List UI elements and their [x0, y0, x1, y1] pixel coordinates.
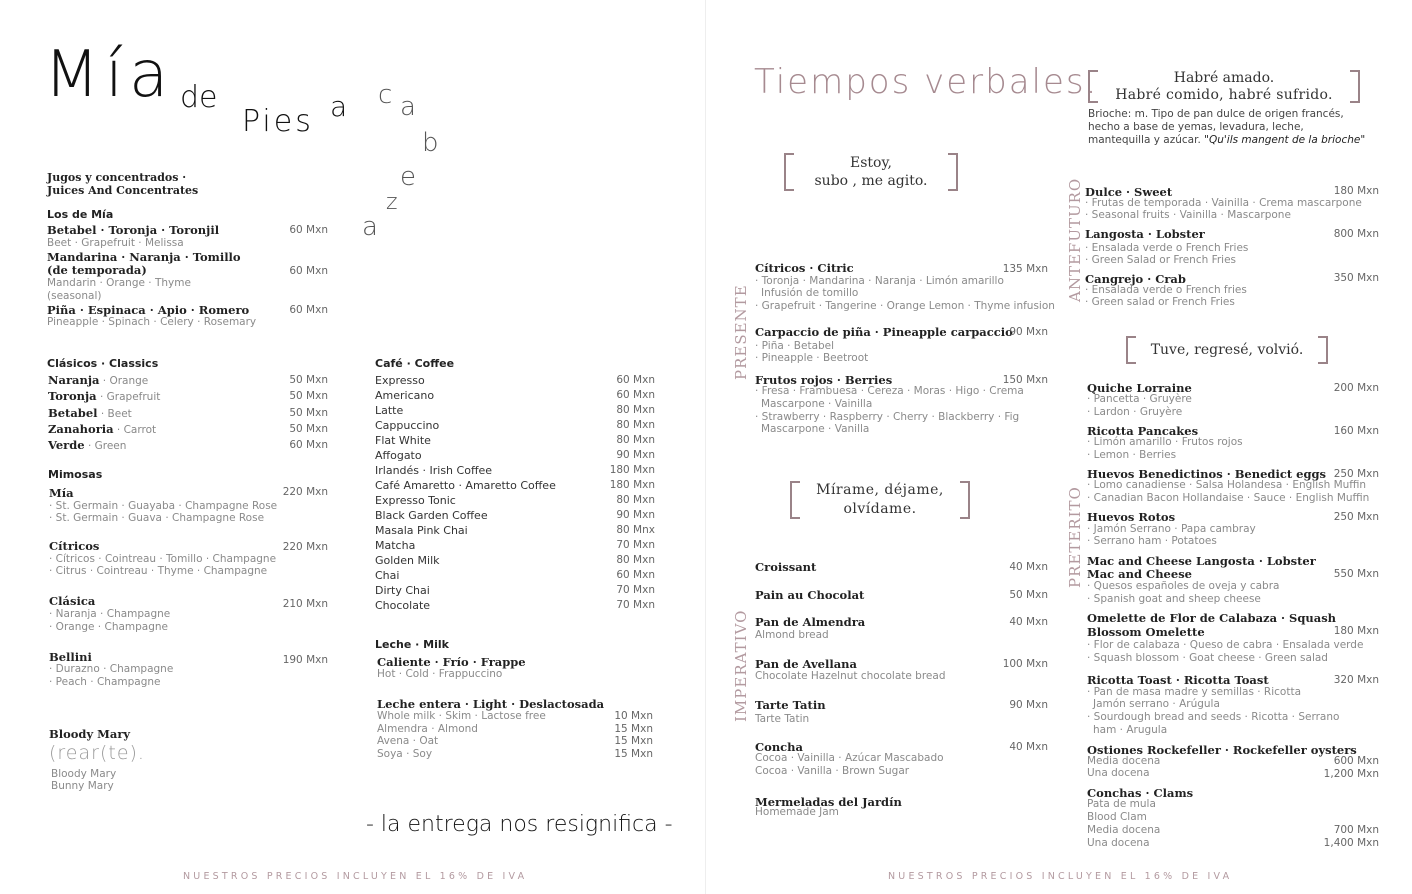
coffee-item-name: Matcha: [375, 539, 416, 552]
box-mirame-l2: olvídame.: [843, 501, 917, 517]
coffee-item: [375, 583, 655, 598]
presente-3-price: 150 Mxn: [1002, 374, 1048, 386]
classic-item-3-name: Betabel: [48, 406, 98, 420]
mimosa-item-1-l1: · St. Germain · Guayaba · Champagne Rose: [49, 500, 278, 512]
classic-item-4-en: · Carrot: [113, 424, 157, 436]
coffee-item-price: 90 Mxn: [616, 449, 655, 461]
mimosa-item-4-name: Bellini: [49, 650, 92, 664]
imperativo-6-name: Concha: [755, 740, 803, 754]
juice-item-3-name: Piña · Espinaca · Apio · Romero: [47, 303, 250, 317]
imperativo-2-price: 50 Mxn: [1009, 589, 1048, 601]
preterito-1-l2: · Lardon · Gruyère: [1087, 406, 1183, 418]
preterito-3-price: 250 Mxn: [1333, 468, 1379, 480]
coffee-item-name: Black Garden Coffee: [375, 509, 488, 522]
box-tuve: [1126, 336, 1328, 364]
title-cabeza-3: b: [422, 128, 439, 158]
classic-item-3: [48, 407, 132, 421]
classic-item-5-name: Verde: [48, 438, 85, 452]
juice-item-1-price: 60 Mxn: [289, 224, 328, 236]
mimosa-item-4-l2: · Peach · Champagne: [49, 676, 161, 688]
presente-2-name: Carpaccio de piña · Pineapple carpaccio: [755, 325, 1013, 339]
classics-heading: Clásicos · Classics: [47, 357, 159, 370]
label-preterito: PRETERITO: [1066, 486, 1084, 588]
juices-heading-1: Jugos y concentrados ·: [47, 171, 187, 184]
right-footer: NUESTROS PRECIOS INCLUYEN EL 16% DE IVA: [888, 871, 1233, 882]
juice-item-2-name: Mandarina · Naranja · Tomillo: [47, 250, 241, 264]
presente-1-l3: · Grapefruit · Tangerine · Orange Lemon · Thyme infusion: [755, 300, 1055, 312]
classic-item-2: [48, 390, 160, 404]
presente-1-l1: · Toronja · Mandarina · Naranja · Limón amarillo: [755, 275, 1004, 287]
coffee-item: [375, 478, 655, 493]
antefuturo-1-price: 180 Mxn: [1333, 185, 1379, 197]
preterito-1-l1: · Pancetta · Gruyère: [1087, 393, 1192, 405]
coffee-heading: Café · Coffee: [375, 357, 455, 370]
mimosa-item-1-price: 220 Mxn: [282, 486, 328, 498]
preterito-4-l2: · Serrano ham · Potatoes: [1087, 535, 1217, 547]
imperativo-6-sub: Cocoa · Vainilla · Azúcar Mascabado: [755, 752, 944, 764]
juice-item-3-sub: Pineapple · Spinach · Celery · Rosemary: [47, 316, 257, 328]
bloody-mary-name: Bloody Mary: [49, 727, 131, 741]
preterito-9-l4: Una docena: [1087, 837, 1150, 849]
milk-item-price: 15 Mxn: [614, 735, 653, 748]
title-pies: Pies: [242, 104, 314, 139]
left-footer: NUESTROS PRECIOS INCLUYEN EL 16% DE IVA: [183, 871, 528, 882]
bloody-mary-l1: Bloody Mary: [51, 768, 117, 780]
preterito-9-l3: Media docena: [1087, 824, 1161, 836]
brioche-l3: mantequilla y azúcar.: [1088, 134, 1201, 146]
coffee-item-price: 70 Mxn: [616, 539, 655, 551]
classic-item-2-price: 50 Mxn: [289, 390, 328, 402]
coffee-item: [375, 568, 655, 583]
title-a: a: [330, 90, 348, 123]
coffee-item-price: 80 Mxn: [616, 494, 655, 506]
coffee-item: [375, 448, 655, 463]
juice-item-2-sub: Mandarin · Orange · Thyme: [47, 277, 191, 289]
box-habre-l1: Habré amado.: [1173, 70, 1275, 86]
preterito-9-l2: Blood Clam: [1087, 811, 1147, 823]
imperativo-1-name: Croissant: [755, 560, 817, 574]
bloody-mary-script: (rear(te).: [49, 742, 145, 764]
imperativo-3-sub: Almond bread: [755, 629, 829, 641]
presente-2-l1: · Piña · Betabel: [755, 340, 835, 352]
mimosa-item-1-name: Mía: [49, 486, 74, 500]
title-cabeza-6: a: [362, 212, 378, 242]
brioche-text: [1088, 108, 1388, 147]
preterito-5-price: 550 Mxn: [1333, 568, 1379, 580]
milk-item-name: Avena · Oat: [377, 735, 439, 748]
preterito-6-price: 180 Mxn: [1333, 625, 1379, 637]
presente-1-l2: Infusión de tomillo: [761, 287, 859, 299]
classic-item-5-price: 60 Mxn: [289, 439, 328, 451]
preterito-6-name2: Blossom Omelette: [1087, 625, 1205, 639]
coffee-item-price: 80 Mxn: [616, 404, 655, 416]
mimosa-item-2-price: 220 Mxn: [282, 541, 328, 553]
coffee-item-price: 180 Mxn: [609, 464, 655, 476]
classic-item-4-price: 50 Mxn: [289, 423, 328, 435]
coffee-item-price: 70 Mxn: [616, 599, 655, 611]
milk-item: [377, 710, 653, 723]
preterito-2-price: 160 Mxn: [1333, 425, 1379, 437]
coffee-item-name: Flat White: [375, 434, 431, 447]
label-imperativo: IMPERATIVO: [732, 609, 750, 722]
coffee-item-price: 80 Mxn: [616, 434, 655, 446]
presente-3-l4: Mascarpone · Vanilla: [761, 423, 870, 435]
coffee-item-price: 70 Mxn: [616, 584, 655, 596]
coffee-item: [375, 418, 655, 433]
preterito-7-l1: · Pan de masa madre y semillas · Ricotta: [1087, 686, 1301, 698]
box-habre-l2: Habré comido, habré sufrido.: [1115, 87, 1333, 103]
juice-item-3-price: 60 Mxn: [289, 304, 328, 316]
preterito-7-name: Ricotta Toast · Ricotta Toast: [1087, 673, 1269, 687]
coffee-item-name: Expresso: [375, 374, 425, 387]
preterito-3-l1: · Lomo canadiense · Salsa Holandesa · English Muffin: [1087, 479, 1367, 491]
milk-item-name: Almendra · Almond: [377, 722, 478, 735]
imperativo-5-name: Tarte Tatin: [755, 698, 826, 712]
coffee-item-name: Masala Pink Chai: [375, 524, 468, 537]
coffee-item-name: Cappuccino: [375, 419, 440, 432]
milk-item-price: 10 Mxn: [614, 710, 653, 722]
classic-item-2-en: · Grapefruit: [96, 391, 161, 403]
classic-item-5-en: · Green: [84, 440, 127, 452]
coffee-item: [375, 463, 655, 478]
imperativo-5-sub: Tarte Tatin: [755, 713, 810, 725]
preterito-9-l1: Pata de mula: [1087, 798, 1156, 810]
box-estoy: [784, 153, 958, 191]
classic-item-3-price: 50 Mxn: [289, 407, 328, 419]
classic-item-4: [48, 423, 156, 437]
tiempos-title: Tiempos verbales.: [754, 62, 1099, 102]
milk-item: [377, 748, 653, 761]
milk-heading: Leche · Milk: [375, 638, 449, 651]
preterito-5-l1: · Quesos españoles de oveja y cabra: [1087, 580, 1280, 592]
antefuturo-1-name: Dulce · Sweet: [1085, 185, 1173, 199]
milk-item-name: Soya · Soy: [377, 748, 433, 761]
preterito-9-price2: 1,400 Mxn: [1323, 837, 1379, 849]
classic-item-2-name: Toronja: [48, 389, 97, 403]
imperativo-3-price: 40 Mxn: [1009, 616, 1048, 628]
preterito-1-name: Quiche Lorraine: [1087, 381, 1192, 395]
milk-line1-sub: Hot · Cold · Frappuccino: [377, 668, 503, 680]
milk-line1: Caliente · Frío · Frappe: [377, 655, 526, 669]
classic-item-1: [48, 374, 148, 388]
coffee-item: [375, 523, 655, 538]
brioche-l3-row: [1088, 134, 1388, 147]
preterito-4-name: Huevos Rotos: [1087, 510, 1176, 524]
title-cabeza-5: z: [386, 190, 398, 215]
classic-item-1-en: · Orange: [99, 375, 149, 387]
coffee-item-price: 80 Mnx: [616, 524, 655, 536]
milk-line2: Leche entera · Light · Deslactosada: [377, 697, 605, 711]
coffee-item: [375, 553, 655, 568]
preterito-9-name: Conchas · Clams: [1087, 786, 1194, 800]
mimosas-heading: Mimosas: [48, 468, 103, 481]
presente-3-l3: · Strawberry · Raspberry · Cherry · Blackberry · Fig: [755, 411, 1020, 423]
imperativo-4-name: Pan de Avellana: [755, 657, 857, 671]
classic-item-3-en: · Beet: [97, 408, 132, 420]
left-page: [0, 0, 705, 894]
coffee-item-name: Latte: [375, 404, 404, 417]
box-estoy-l2: subo , me agito.: [814, 173, 928, 189]
preterito-7-l2: Jamón serrano · Arúgula: [1093, 698, 1220, 710]
presente-3-name: Frutos rojos · Berries: [755, 373, 893, 387]
milk-list: [377, 710, 653, 761]
preterito-9-price: 700 Mxn: [1333, 824, 1379, 836]
mimosa-item-2-l1: · Cítricos · Cointreau · Tomillo · Champagne: [49, 553, 277, 565]
milk-item-name: Whole milk · Skim · Lactose free: [377, 710, 546, 722]
label-antefuturo: ANTEFUTURO: [1066, 177, 1084, 302]
box-estoy-l1: Estoy,: [850, 155, 892, 171]
coffee-item-name: Affogato: [375, 449, 422, 462]
title-cabeza-1: c: [378, 80, 393, 110]
coffee-item-price: 60 Mxn: [616, 374, 655, 386]
coffee-item-price: 90 Mxn: [616, 509, 655, 521]
tagline: - la entrega nos resignifica -: [366, 812, 673, 837]
antefuturo-2-l2: · Green Salad or French Fries: [1085, 254, 1237, 266]
antefuturo-2-name: Langosta · Lobster: [1085, 227, 1205, 241]
brioche-l1: Brioche: m. Tipo de pan dulce de origen francés,: [1088, 108, 1344, 120]
juices-group: Los de Mía: [47, 208, 114, 221]
preterito-2-l1: · Limón amarillo · Frutos rojos: [1087, 436, 1243, 448]
bloody-mary-l2: Bunny Mary: [51, 780, 114, 792]
preterito-8-price: 600 Mxn: [1333, 755, 1379, 767]
preterito-6-name: Omelette de Flor de Calabaza · Squash: [1087, 611, 1337, 625]
coffee-item-name: Americano: [375, 389, 435, 402]
milk-item-price: 15 Mxn: [614, 722, 653, 735]
mimosa-item-3-l1: · Naranja · Champagne: [49, 608, 171, 620]
coffee-item-name: Irlandés · Irish Coffee: [375, 464, 493, 477]
preterito-7-l3: · Sourdough bread and seeds · Ricotta · Serrano: [1087, 711, 1340, 723]
coffee-item: [375, 373, 655, 388]
imperativo-6-sub2: Cocoa · Vanilla · Brown Sugar: [755, 765, 910, 777]
imperativo-4-sub: Chocolate Hazelnut chocolate bread: [755, 670, 946, 682]
imperativo-5-price: 90 Mxn: [1009, 699, 1048, 711]
coffee-item-price: 80 Mxn: [616, 419, 655, 431]
coffee-item: [375, 403, 655, 418]
box-mirame-l1: Mírame, déjame,: [816, 482, 944, 498]
mimosa-item-2-l2: · Citrus · Cointreau · Thyme · Champagne: [49, 565, 268, 577]
preterito-3-name: Huevos Benedictinos · Benedict eggs: [1087, 467, 1327, 481]
coffee-item-price: 180 Mxn: [609, 479, 655, 491]
preterito-5-name: Mac and Cheese Langosta · Lobster: [1087, 554, 1316, 568]
box-habre: [1088, 70, 1360, 103]
juice-item-1-name: Betabel · Toronja · Toronjil: [47, 223, 220, 237]
mimosa-item-3-l2: · Orange · Champagne: [49, 621, 169, 633]
antefuturo-2-price: 800 Mxn: [1333, 228, 1379, 240]
preterito-8-price2: 1,200 Mxn: [1323, 768, 1379, 780]
imperativo-4-price: 100 Mxn: [1002, 658, 1048, 670]
title-cabeza-2: a: [400, 92, 416, 122]
presente-2-l2: · Pineapple · Beetroot: [755, 352, 869, 364]
mimosa-item-4-l1: · Durazno · Champagne: [49, 663, 174, 675]
right-page: [706, 0, 1412, 894]
presente-3-l2: Mascarpone · Vainilla: [761, 398, 873, 410]
classic-item-1-price: 50 Mxn: [289, 374, 328, 386]
title-mia: Mía: [44, 38, 175, 112]
juice-item-1-sub: Beet · Grapefruit · Melissa: [47, 237, 184, 249]
juice-item-2-name2: (de temporada): [47, 263, 147, 277]
coffee-item-name: Expresso Tonic: [375, 494, 456, 507]
classic-item-1-name: Naranja: [48, 373, 100, 387]
imperativo-2-name: Pain au Chocolat: [755, 588, 865, 602]
antefuturo-1-l1: · Frutas de temporada · Vainilla · Crema mascarpone: [1085, 197, 1362, 209]
box-tuve-l1: Tuve, regresé, volvió.: [1150, 342, 1304, 358]
box-mirame: [790, 481, 970, 519]
title-de: de: [180, 80, 218, 115]
antefuturo-2-l1: · Ensalada verde o French Fries: [1085, 242, 1249, 254]
preterito-8-name: Ostiones Rockefeller · Rockefeller oysters: [1087, 743, 1357, 757]
coffee-item: [375, 538, 655, 553]
mimosa-item-4-price: 190 Mxn: [282, 654, 328, 666]
antefuturo-3-price: 350 Mxn: [1333, 272, 1379, 284]
mimosa-item-2-name: Cítricos: [49, 539, 100, 553]
imperativo-7-sub: Homemade Jam: [755, 806, 839, 818]
coffee-item: [375, 388, 655, 403]
coffee-item-price: 80 Mxn: [616, 554, 655, 566]
imperativo-1-price: 40 Mxn: [1009, 561, 1048, 573]
preterito-6-l2: · Squash blossom · Goat cheese · Green salad: [1087, 652, 1328, 664]
preterito-7-price: 320 Mxn: [1333, 674, 1379, 686]
juice-item-2-price: 60 Mxn: [289, 265, 328, 277]
coffee-item-name: Dirty Chai: [375, 584, 430, 597]
coffee-item: [375, 508, 655, 523]
presente-1-name: Cítricos · Citric: [755, 261, 854, 275]
antefuturo-3-l1: · Ensalada verde o French fries: [1085, 284, 1247, 296]
coffee-item-price: 60 Mxn: [616, 569, 655, 581]
presente-2-price: 90 Mxn: [1009, 326, 1048, 338]
juice-item-2-sub2: (seasonal): [47, 290, 102, 302]
preterito-8-l2: Una docena: [1087, 767, 1150, 779]
imperativo-7-name: Mermeladas del Jardín: [755, 795, 902, 809]
antefuturo-3-l2: · Green salad or French Fries: [1085, 296, 1235, 308]
classic-item-4-name: Zanahoria: [48, 422, 114, 436]
juices-heading-2: Juices And Concentrates: [47, 184, 199, 197]
coffee-item: [375, 433, 655, 448]
imperativo-3-name: Pan de Almendra: [755, 615, 866, 629]
coffee-item-name: Golden Milk: [375, 554, 440, 567]
brioche-l2: hecho a base de yemas, levadura, leche,: [1088, 121, 1304, 133]
mimosa-item-3-name: Clásica: [49, 594, 96, 608]
coffee-list: [375, 373, 655, 613]
coffee-item: [375, 493, 655, 508]
presente-1-price: 135 Mxn: [1002, 263, 1048, 275]
title-cabeza-4: e: [400, 162, 416, 192]
mimosa-item-3-price: 210 Mxn: [282, 598, 328, 610]
milk-item: [377, 735, 653, 748]
preterito-2-l2: · Lemon · Berries: [1087, 449, 1177, 461]
preterito-5-l2: · Spanish goat and sheep cheese: [1087, 593, 1261, 605]
antefuturo-1-l2: · Seasonal fruits · Vainilla · Mascarpone: [1085, 209, 1291, 221]
preterito-5-name2: Mac and Cheese: [1087, 567, 1192, 581]
preterito-3-l2: · Canadian Bacon Hollandaise · Sauce · English Muffin: [1087, 492, 1370, 504]
imperativo-6-price: 40 Mxn: [1009, 741, 1048, 753]
mimosa-item-1-l2: · St. Germain · Guava · Champagne Rose: [49, 512, 265, 524]
preterito-4-l1: · Jamón Serrano · Papa cambray: [1087, 523, 1256, 535]
antefuturo-3-name: Cangrejo · Crab: [1085, 272, 1186, 286]
classic-item-5: [48, 439, 126, 453]
label-presente: PRESENTE: [732, 284, 750, 380]
milk-item: [377, 723, 653, 736]
preterito-1-price: 200 Mxn: [1333, 382, 1379, 394]
preterito-8-l1: Media docena: [1087, 755, 1161, 767]
preterito-4-price: 250 Mxn: [1333, 511, 1379, 523]
brioche-quote: "Qu'ils mangent de la brioche": [1204, 134, 1366, 146]
coffee-item: [375, 598, 655, 613]
coffee-item-name: Café Amaretto · Amaretto Coffee: [375, 479, 556, 492]
presente-3-l1: · Fresa · Frambuesa · Cereza · Moras · Higo · Crema: [755, 385, 1024, 397]
coffee-item-name: Chai: [375, 569, 400, 582]
coffee-item-name: Chocolate: [375, 599, 431, 612]
preterito-7-l4: ham · Arugula: [1093, 724, 1168, 736]
preterito-2-name: Ricotta Pancakes: [1087, 424, 1199, 438]
coffee-item-price: 60 Mxn: [616, 389, 655, 401]
milk-item-price: 15 Mxn: [614, 748, 653, 761]
preterito-6-l1: · Flor de calabaza · Queso de cabra · Ensalada verde: [1087, 639, 1364, 651]
